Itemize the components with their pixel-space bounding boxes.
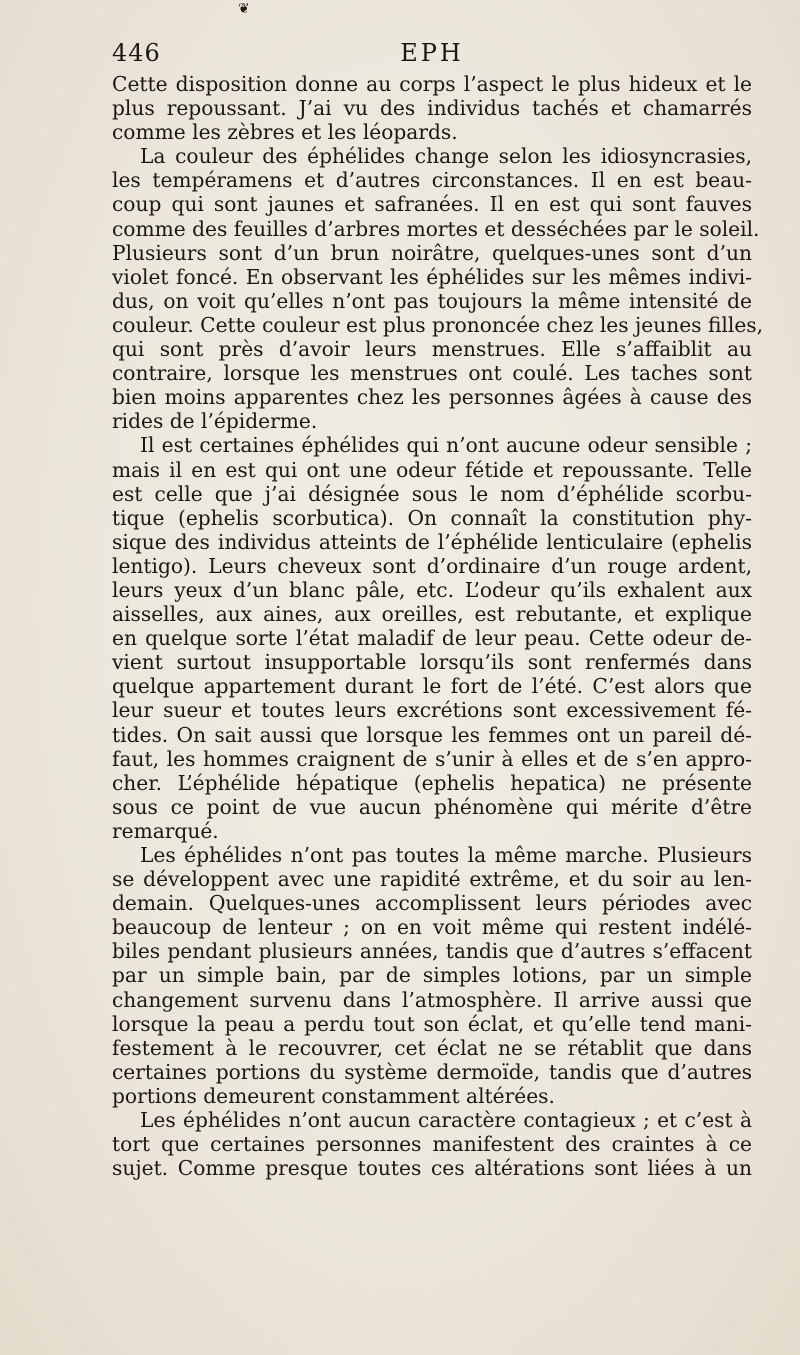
text-line: faut, les hommes craignent de s’unir à elles et de s’en appro- [112,746,752,771]
text-line: Les éphélides n’ont aucun caractère contagieux ; et c’est à [140,1108,752,1133]
text-line: lentigo). Leurs cheveux sont d’ordinaire d’un rouge ardent, [112,553,752,578]
text-line: beaucoup de lenteur ; on en voit même qui restent indélé- [112,915,752,940]
text-line: cher. L’éphélide hépatique (ephelis hepatica) ne présente [112,770,752,795]
running-head: EPH [400,39,464,67]
text-line: certaines portions du système dermoïde, tandis que d’autres [112,1059,752,1084]
text-line: contraire, lorsque les menstrues ont coulé. Les taches sont [112,361,752,386]
text-line: Les éphélides n’ont pas toutes la même marche. Plusieurs [140,843,752,867]
text-line: bien moins apparentes chez les personnes âgées à cause des [112,385,752,410]
text-line: tique (ephelis scorbutica). On connaît la constitution phy- [112,505,752,530]
ornament-mark: ❦ [238,1,250,17]
page-header [112,38,752,68]
text-line: demain. Quelques-unes accomplissent leurs périodes avec [112,891,752,916]
text-line: se développent avec une rapidité extrême, et du soir au len- [112,867,752,892]
text-line: par un simple bain, par de simples lotions, par un simple [112,963,752,988]
text-line: Il est certaines éphélides qui n’ont aucune odeur sensible ; [140,433,752,458]
text-line: rides de l’épiderme. [112,409,318,434]
text-line: plus repoussant. J’ai vu des individus tachés et chamarrés [112,96,752,121]
text-line: festement à le recouvrer, cet éclat ne se rétablit que dans [112,1035,752,1060]
text-line: remarqué. [112,818,219,843]
text-line: lorsque la peau a perdu tout son éclat, et qu’elle tend mani- [112,1011,752,1036]
text-line: comme des feuilles d’arbres mortes et desséchées par le soleil. [112,216,760,241]
text-line: changement survenu dans l’atmosphère. Il arrive aussi que [112,987,752,1012]
text-line: portions demeurent constamment altérées. [112,1083,555,1108]
text-line: vient surtout insupportable lorsqu’ils sont renfermés dans [112,650,752,675]
text-line: aisselles, aux aines, aux oreilles, est rebutante, et explique [112,602,752,627]
text-line: comme les zèbres et les léopards. [112,120,458,145]
text-line: sujet. Comme presque toutes ces altérations sont liées à un [112,1156,752,1181]
text-line: violet foncé. En observant les éphélides sur les mêmes indivi- [112,264,752,289]
text-line: Cette disposition donne au corps l’aspect le plus hideux et le [112,72,752,96]
text-line: Plusieurs sont d’un brun noirâtre, quelques-unes sont d’un [112,240,752,265]
text-line: dus, on voit qu’elles n’ont pas toujours la même intensité de [112,288,752,313]
text-line: biles pendant plusieurs années, tandis que d’autres s’effacent [112,939,752,964]
text-line: leurs yeux d’un blanc pâle, etc. L’odeur qu’ils exhalent aux [112,577,752,602]
text-line: qui sont près d’avoir leurs menstrues. Elle s’affaiblit au [112,337,752,362]
text-line: mais il en est qui ont une odeur fétide et repoussante. Telle [112,457,752,482]
text-line: leur sueur et toutes leurs excrétions sont excessivement fé- [112,698,752,723]
text-line: est celle que j’ai désignée sous le nom d’éphélide scorbu- [112,481,752,506]
text-line: couleur. Cette couleur est plus prononcée chez les jeunes filles, [112,312,764,337]
text-line: coup qui sont jaunes et safranées. Il en est qui sont fauves [112,192,752,217]
body-text [112,72,764,1181]
page-number: 446 [112,39,161,67]
text-line: La couleur des éphélides change selon les idiosyncrasies, [140,144,752,169]
text-line: tides. On sait aussi que lorsque les femmes ont un pareil dé- [112,722,752,747]
text-line: sique des individus atteints de l’éphélide lenticulaire (ephelis [112,529,752,554]
text-line: sous ce point de vue aucun phénomène qui mérite d’être [112,794,752,819]
text-line: les tempéramens et d’autres circonstances. Il en est beau- [112,168,752,193]
text-line: en quelque sorte l’état maladif de leur peau. Cette odeur de- [112,626,752,651]
text-line: quelque appartement durant le fort de l’été. C’est alors que [112,674,752,699]
text-line: tort que certaines personnes manifestent des craintes à ce [112,1132,752,1157]
